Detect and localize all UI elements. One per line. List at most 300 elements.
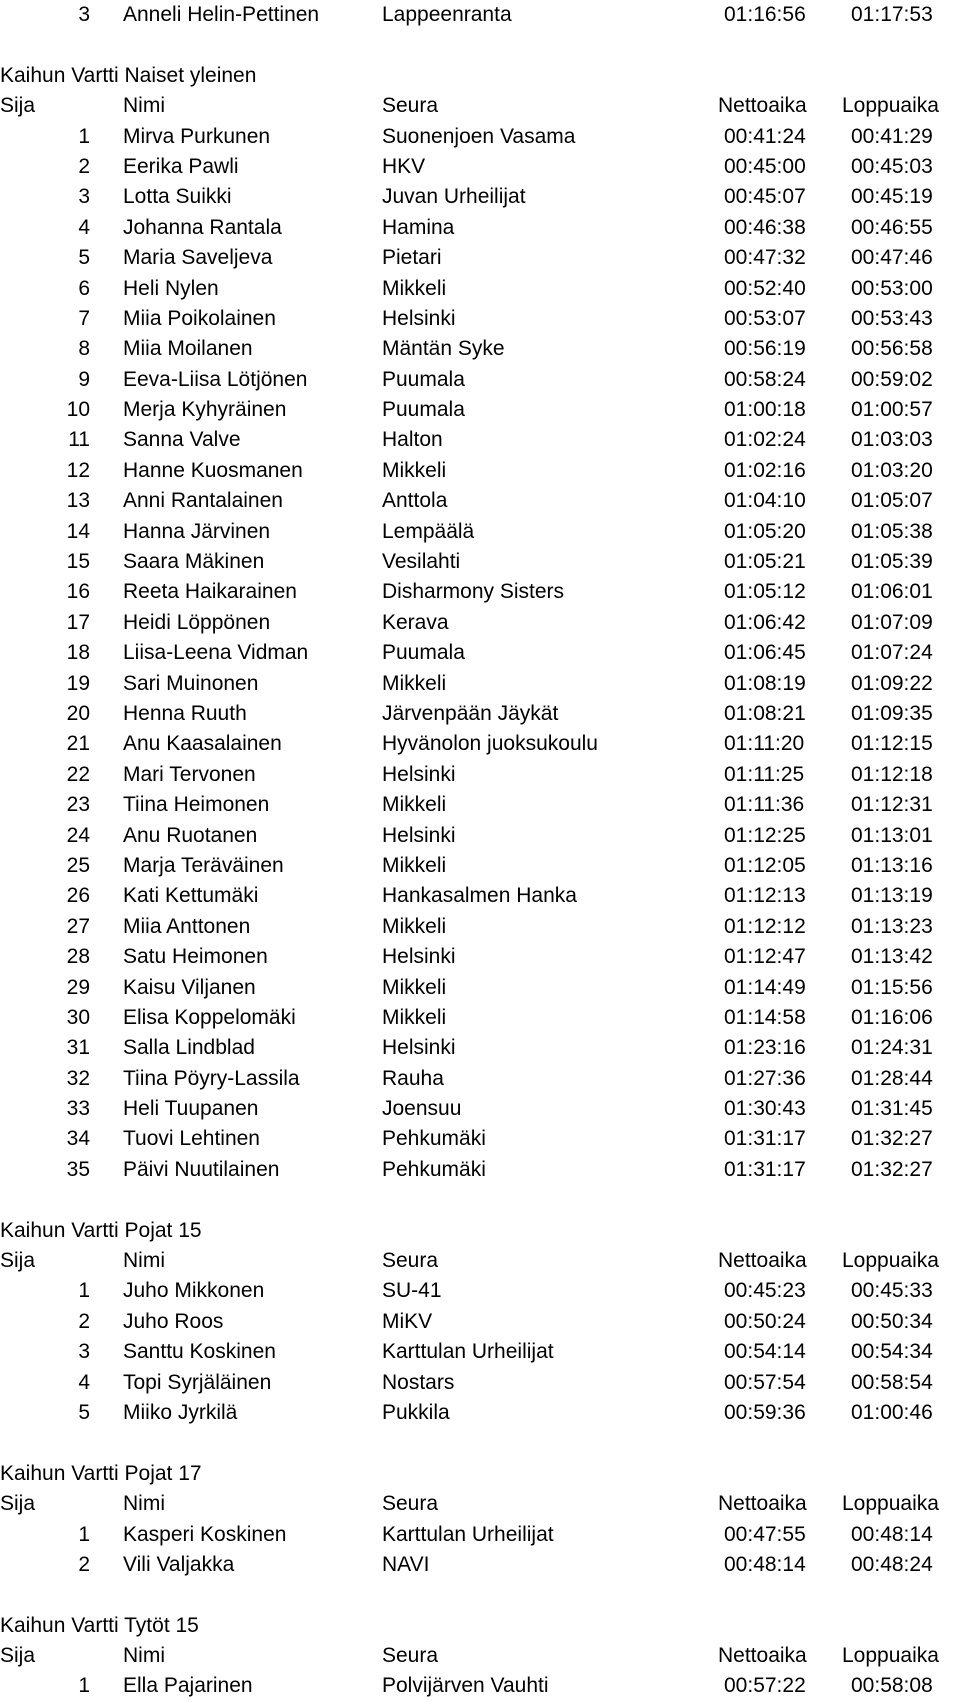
- result-row: [0, 213, 960, 243]
- column-header-row: [0, 1489, 960, 1519]
- runner-name: Mirva Purkunen: [123, 124, 271, 148]
- finish-time: 00:58:08: [851, 1674, 933, 1698]
- rank: 17: [66, 610, 90, 634]
- rank: 24: [66, 823, 90, 847]
- finish-time: 01:05:39: [851, 550, 933, 574]
- finish-time: 01:16:06: [851, 1005, 933, 1029]
- finish-time: 01:13:42: [851, 945, 933, 969]
- rank: 7: [78, 306, 90, 330]
- result-section: [0, 1428, 960, 1580]
- rank: 11: [68, 428, 90, 452]
- net-time: 01:12:13: [724, 884, 806, 908]
- result-row: [0, 243, 960, 273]
- club: Mikkeli: [382, 1005, 447, 1029]
- finish-time: 01:13:19: [851, 884, 933, 908]
- result-row: [0, 456, 960, 486]
- finish-time: 01:06:01: [851, 580, 933, 604]
- result-row: [0, 425, 960, 455]
- finish-time: 00:41:29: [851, 124, 933, 148]
- finish-time: 00:54:34: [851, 1340, 933, 1364]
- rank: 1: [78, 1674, 90, 1698]
- club: Mikkeli: [382, 276, 447, 300]
- rank: 16: [66, 580, 90, 604]
- result-row: [0, 547, 960, 577]
- result-row: [0, 577, 960, 607]
- result-row: [0, 881, 960, 911]
- result-row: [0, 608, 960, 638]
- runner-name: Sanna Valve: [123, 428, 241, 452]
- runner-name: Tiina Pöyry-Lassila: [123, 1066, 300, 1090]
- finish-time: 01:00:57: [851, 398, 933, 422]
- rank: 21: [66, 732, 90, 756]
- club: Mikkeli: [382, 793, 447, 817]
- finish-time: 01:12:31: [851, 793, 933, 817]
- net-time: 00:56:19: [724, 337, 806, 361]
- runner-name: Miia Anttonen: [123, 914, 251, 938]
- club: Kerava: [382, 610, 449, 634]
- runner-name: Maria Saveljeva: [123, 246, 273, 270]
- rank: 32: [66, 1066, 90, 1090]
- club: MiKV: [382, 1309, 433, 1333]
- runner-name: Johanna Rantala: [123, 215, 282, 239]
- net-time: 00:53:07: [724, 306, 806, 330]
- result-row: [0, 1307, 960, 1337]
- result-row: [0, 638, 960, 668]
- club: Pietari: [382, 246, 442, 270]
- runner-name: Kati Kettumäki: [123, 884, 259, 908]
- result-section: [0, 1185, 960, 1428]
- result-row: [0, 0, 960, 30]
- result-row: [0, 790, 960, 820]
- runner-name: Tuovi Lehtinen: [123, 1127, 260, 1151]
- runner-name: Anu Ruotanen: [123, 823, 258, 847]
- net-time: 00:54:14: [724, 1340, 806, 1364]
- club: Halton: [382, 428, 443, 452]
- net-time: 00:45:00: [724, 154, 806, 178]
- header-rank: Sija: [0, 94, 36, 118]
- runner-name: Vili Valjakka: [123, 1552, 235, 1576]
- net-time: 01:27:36: [724, 1066, 806, 1090]
- runner-name: Ella Pajarinen: [123, 1674, 253, 1698]
- net-time: 01:12:05: [724, 853, 806, 877]
- finish-time: 00:48:14: [851, 1522, 933, 1546]
- rank: 8: [78, 337, 90, 361]
- header-finish-time: Loppuaika: [842, 1492, 939, 1516]
- section-title-row: [0, 1216, 960, 1246]
- net-time: 00:45:07: [724, 185, 806, 209]
- rank: 3: [78, 1340, 90, 1364]
- runner-name: Lotta Suikki: [123, 185, 232, 209]
- club: Hyvänolon juoksukoulu: [382, 732, 598, 756]
- net-time: 01:08:21: [724, 701, 806, 725]
- result-row: [0, 1033, 960, 1063]
- result-row: [0, 1550, 960, 1580]
- net-time: 01:30:43: [724, 1097, 806, 1121]
- runner-name: Miia Poikolainen: [123, 306, 276, 330]
- result-row: [0, 699, 960, 729]
- runner-name: Santtu Koskinen: [123, 1340, 276, 1364]
- finish-time: 01:05:07: [851, 489, 933, 513]
- finish-time: 00:45:33: [851, 1279, 933, 1303]
- section-spacer: [0, 1185, 960, 1215]
- rank: 31: [66, 1036, 90, 1060]
- rank: 2: [78, 1309, 90, 1333]
- club: Karttulan Urheilijat: [382, 1340, 554, 1364]
- finish-time: 01:32:27: [851, 1157, 933, 1181]
- runner-name: Satu Heimonen: [123, 945, 268, 969]
- club: Puumala: [382, 641, 465, 665]
- header-name: Nimi: [123, 94, 165, 118]
- column-header-row: [0, 91, 960, 121]
- section-spacer: [0, 1580, 960, 1610]
- section-title: Kaihun Vartti Pojat 15: [0, 1218, 202, 1242]
- runner-name: Salla Lindblad: [123, 1036, 255, 1060]
- net-time: 01:00:18: [724, 398, 806, 422]
- finish-time: 01:12:18: [851, 762, 933, 786]
- net-time: 01:11:20: [724, 732, 805, 756]
- section-title-row: [0, 1611, 960, 1641]
- finish-time: 01:13:16: [851, 853, 933, 877]
- club: Puumala: [382, 398, 465, 422]
- club: Helsinki: [382, 1036, 456, 1060]
- runner-name: Hanne Kuosmanen: [123, 458, 303, 482]
- header-net-time: Nettoaika: [718, 1644, 807, 1668]
- net-time: 00:58:24: [724, 367, 806, 391]
- rank: 23: [66, 793, 90, 817]
- finish-time: 01:03:20: [851, 458, 933, 482]
- header-name: Nimi: [123, 1492, 165, 1516]
- net-time: 00:41:24: [724, 124, 806, 148]
- runner-name: Päivi Nuutilainen: [123, 1157, 280, 1181]
- finish-time: 00:53:43: [851, 306, 933, 330]
- section-spacer: [0, 1428, 960, 1458]
- section-title: Kaihun Vartti Tytöt 15: [0, 1613, 199, 1637]
- club: Lempäälä: [382, 519, 475, 543]
- rank: 13: [66, 489, 90, 513]
- result-section: [0, 30, 960, 1185]
- net-time: 01:05:20: [724, 519, 806, 543]
- runner-name: Eerika Pawli: [123, 154, 239, 178]
- runner-name: Anni Rantalainen: [123, 489, 283, 513]
- result-row: [0, 1003, 960, 1033]
- result-row: [0, 1155, 960, 1185]
- finish-time: 01:24:31: [851, 1036, 933, 1060]
- club: Mikkeli: [382, 458, 447, 482]
- header-net-time: Nettoaika: [718, 1249, 807, 1273]
- header-finish-time: Loppuaika: [842, 94, 939, 118]
- net-time: 01:11:36: [724, 793, 805, 817]
- club: Polvijärven Vauhti: [382, 1674, 549, 1698]
- net-time: 01:08:19: [724, 671, 806, 695]
- club: Suonenjoen Vasama: [382, 124, 576, 148]
- header-club: Seura: [382, 1492, 439, 1516]
- header-rank: Sija: [0, 1644, 36, 1668]
- rank: 27: [66, 914, 90, 938]
- runner-name: Sari Muinonen: [123, 671, 259, 695]
- club: Joensuu: [382, 1097, 462, 1121]
- result-row: [0, 395, 960, 425]
- net-time: 01:11:25: [724, 762, 805, 786]
- net-time: 00:47:32: [724, 246, 806, 270]
- result-row: [0, 1276, 960, 1306]
- club: Helsinki: [382, 762, 456, 786]
- runner-name: Eeva-Liisa Lötjönen: [123, 367, 308, 391]
- club: Pehkumäki: [382, 1127, 486, 1151]
- net-time: 01:31:17: [724, 1157, 806, 1181]
- rank: 5: [78, 246, 90, 270]
- rank: 28: [66, 945, 90, 969]
- net-time: 01:05:21: [724, 550, 806, 574]
- result-section: [0, 1580, 960, 1702]
- header-club: Seura: [382, 1644, 439, 1668]
- finish-time: 00:45:19: [851, 185, 933, 209]
- finish-time: 01:09:22: [851, 671, 933, 695]
- finish-time: 01:31:45: [851, 1097, 933, 1121]
- finish-time: 00:53:00: [851, 276, 933, 300]
- header-name: Nimi: [123, 1249, 165, 1273]
- club: Vesilahti: [382, 550, 461, 574]
- header-rank: Sija: [0, 1492, 36, 1516]
- finish-time: 00:47:46: [851, 246, 933, 270]
- result-row: [0, 760, 960, 790]
- header-rank: Sija: [0, 1249, 36, 1273]
- rank: 3: [78, 185, 90, 209]
- club: Järvenpään Jäykät: [382, 701, 559, 725]
- rank: 1: [78, 124, 90, 148]
- net-time: 01:31:17: [724, 1127, 806, 1151]
- rank: 34: [66, 1127, 90, 1151]
- section-spacer: [0, 30, 960, 60]
- column-header-row: [0, 1641, 960, 1671]
- rank: 18: [66, 641, 90, 665]
- finish-time: 01:03:03: [851, 428, 933, 452]
- net-time: 01:16:56: [724, 3, 806, 26]
- result-row: [0, 1064, 960, 1094]
- finish-time: 00:48:24: [851, 1552, 933, 1576]
- result-row: [0, 1398, 960, 1428]
- result-row: [0, 851, 960, 881]
- finish-time: 01:17:53: [851, 3, 933, 26]
- rank: 29: [66, 975, 90, 999]
- net-time: 01:06:45: [724, 641, 806, 665]
- runner-name: Kasperi Koskinen: [123, 1522, 287, 1546]
- club: Helsinki: [382, 306, 456, 330]
- net-time: 00:57:22: [724, 1674, 806, 1698]
- club: Lappeenranta: [382, 3, 512, 26]
- club: Hankasalmen Hanka: [382, 884, 577, 908]
- rank: 4: [78, 1370, 90, 1394]
- rank: 1: [78, 1522, 90, 1546]
- net-time: 01:12:12: [724, 914, 806, 938]
- header-finish-time: Loppuaika: [842, 1249, 939, 1273]
- rank: 35: [66, 1157, 90, 1181]
- runner-name: Reeta Haikarainen: [123, 580, 297, 604]
- net-time: 01:05:12: [724, 580, 806, 604]
- result-row: [0, 1124, 960, 1154]
- runner-name: Saara Mäkinen: [123, 550, 265, 574]
- runner-name: Juho Mikkonen: [123, 1279, 265, 1303]
- result-row: [0, 122, 960, 152]
- result-row: [0, 365, 960, 395]
- net-time: 00:50:24: [724, 1309, 806, 1333]
- result-row: [0, 182, 960, 212]
- rank: 14: [66, 519, 90, 543]
- runner-name: Marja Teräväinen: [123, 853, 284, 877]
- rank: 19: [66, 671, 90, 695]
- finish-time: 01:13:23: [851, 914, 933, 938]
- club: Juvan Urheilijat: [382, 185, 526, 209]
- net-time: 01:04:10: [724, 489, 806, 513]
- rank: 30: [66, 1005, 90, 1029]
- result-row: [0, 669, 960, 699]
- club: Rauha: [382, 1066, 444, 1090]
- rank: 33: [66, 1097, 90, 1121]
- runner-name: Henna Ruuth: [123, 701, 247, 725]
- club: Anttola: [382, 489, 448, 513]
- result-row: [0, 1520, 960, 1550]
- rank: 9: [78, 367, 90, 391]
- net-time: 01:14:58: [724, 1005, 806, 1029]
- result-row: [0, 1671, 960, 1701]
- finish-time: 00:59:02: [851, 367, 933, 391]
- runner-name: Heli Tuupanen: [123, 1097, 259, 1121]
- finish-time: 00:45:03: [851, 154, 933, 178]
- rank: 25: [66, 853, 90, 877]
- net-time: 01:12:25: [724, 823, 806, 847]
- net-time: 00:47:55: [724, 1522, 806, 1546]
- runner-name: Miiko Jyrkilä: [123, 1400, 238, 1424]
- rank: 20: [66, 701, 90, 725]
- finish-time: 01:07:09: [851, 610, 933, 634]
- result-row: [0, 486, 960, 516]
- finish-time: 01:07:24: [851, 641, 933, 665]
- finish-time: 00:56:58: [851, 337, 933, 361]
- net-time: 00:48:14: [724, 1552, 806, 1576]
- runner-name: Merja Kyhyräinen: [123, 398, 287, 422]
- section-title-row: [0, 61, 960, 91]
- runner-name: Anu Kaasalainen: [123, 732, 282, 756]
- column-header-row: [0, 1246, 960, 1276]
- result-row: [0, 517, 960, 547]
- result-row: [0, 1337, 960, 1367]
- runner-name: Liisa-Leena Vidman: [123, 641, 309, 665]
- result-row: [0, 912, 960, 942]
- finish-time: 01:32:27: [851, 1127, 933, 1151]
- header-net-time: Nettoaika: [718, 94, 807, 118]
- club: Mäntän Syke: [382, 337, 505, 361]
- club: Mikkeli: [382, 671, 447, 695]
- club: SU-41: [382, 1279, 442, 1303]
- runner-name: Heidi Löppönen: [123, 610, 271, 634]
- finish-time: 00:50:34: [851, 1309, 933, 1333]
- net-time: 01:14:49: [724, 975, 806, 999]
- result-row: [0, 1368, 960, 1398]
- finish-time: 00:58:54: [851, 1370, 933, 1394]
- result-row: [0, 973, 960, 1003]
- runner-name: Elisa Koppelomäki: [123, 1005, 296, 1029]
- rank: 4: [78, 215, 90, 239]
- section-title: Kaihun Vartti Pojat 17: [0, 1461, 202, 1485]
- net-time: 00:59:36: [724, 1400, 806, 1424]
- rank: 10: [66, 398, 90, 422]
- result-row: [0, 152, 960, 182]
- runner-name: Kaisu Viljanen: [123, 975, 256, 999]
- net-time: 00:46:38: [724, 215, 806, 239]
- net-time: 01:06:42: [724, 610, 806, 634]
- club: Karttulan Urheilijat: [382, 1522, 554, 1546]
- result-row: [0, 1094, 960, 1124]
- rank: 2: [78, 154, 90, 178]
- runner-name: Hanna Järvinen: [123, 519, 271, 543]
- rank: 1: [78, 1279, 90, 1303]
- result-row: [0, 821, 960, 851]
- club: Helsinki: [382, 823, 456, 847]
- runner-name: Heli Nylen: [123, 276, 219, 300]
- runner-name: Juho Roos: [123, 1309, 224, 1333]
- net-time: 01:12:47: [724, 945, 806, 969]
- header-name: Nimi: [123, 1644, 165, 1668]
- runner-name: Miia Moilanen: [123, 337, 253, 361]
- club: Pehkumäki: [382, 1157, 486, 1181]
- rank: 3: [78, 3, 90, 26]
- club: Pukkila: [382, 1400, 450, 1424]
- club: Mikkeli: [382, 975, 447, 999]
- club: Hamina: [382, 215, 455, 239]
- net-time: 00:45:23: [724, 1279, 806, 1303]
- header-finish-time: Loppuaika: [842, 1644, 939, 1668]
- club: Helsinki: [382, 945, 456, 969]
- rank: 6: [78, 276, 90, 300]
- header-club: Seura: [382, 94, 439, 118]
- result-row: [0, 942, 960, 972]
- section-title: Kaihun Vartti Naiset yleinen: [0, 63, 257, 87]
- rank: 22: [66, 762, 90, 786]
- result-row: [0, 304, 960, 334]
- rank: 2: [78, 1552, 90, 1576]
- net-time: 00:52:40: [724, 276, 806, 300]
- club: Puumala: [382, 367, 465, 391]
- club: Disharmony Sisters: [382, 580, 565, 604]
- result-row: [0, 729, 960, 759]
- net-time: 01:23:16: [724, 1036, 806, 1060]
- runner-name: Topi Syrjäläinen: [123, 1370, 272, 1394]
- runner-name: Mari Tervonen: [123, 762, 256, 786]
- runner-name: Anneli Helin-Pettinen: [123, 3, 320, 26]
- club: HKV: [382, 154, 426, 178]
- finish-time: 01:00:46: [851, 1400, 933, 1424]
- header-club: Seura: [382, 1249, 439, 1273]
- club: Mikkeli: [382, 853, 447, 877]
- net-time: 01:02:16: [724, 458, 806, 482]
- club: Mikkeli: [382, 914, 447, 938]
- finish-time: 01:28:44: [851, 1066, 933, 1090]
- result-row: [0, 274, 960, 304]
- finish-time: 01:12:15: [851, 732, 933, 756]
- header-net-time: Nettoaika: [718, 1492, 807, 1516]
- rank: 26: [66, 884, 90, 908]
- net-time: 00:57:54: [724, 1370, 806, 1394]
- finish-time: 00:46:55: [851, 215, 933, 239]
- rank: 5: [78, 1400, 90, 1424]
- net-time: 01:02:24: [724, 428, 806, 452]
- section-title-row: [0, 1459, 960, 1489]
- finish-time: 01:13:01: [851, 823, 933, 847]
- club: Nostars: [382, 1370, 455, 1394]
- rank: 12: [66, 458, 90, 482]
- club: NAVI: [382, 1552, 430, 1576]
- runner-name: Tiina Heimonen: [123, 793, 270, 817]
- finish-time: 01:05:38: [851, 519, 933, 543]
